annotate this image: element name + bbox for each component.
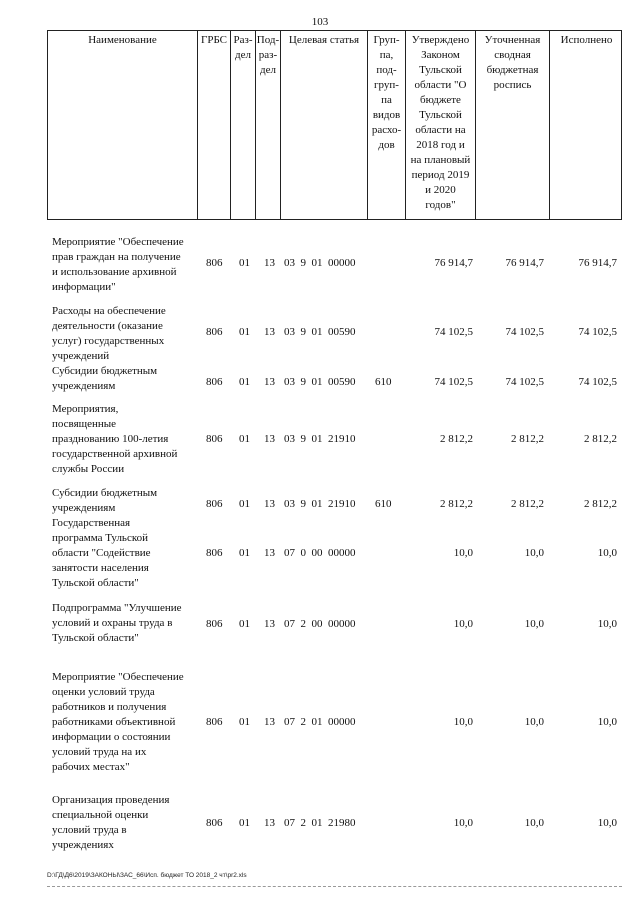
row-name: Организация проведения специальной оценки условий труда в учреждениях [52,794,170,851]
row-refined: 10,0 [524,547,544,559]
row-group: 610 [375,498,392,510]
row-name: Подпрограмма "Улучшение условий и охраны труда в Тульской области" [52,602,182,644]
row-refined: 10,0 [524,716,544,728]
row-name: Мероприятие "Обеспечение прав граждан на получение и использование архивной информации" [52,236,184,293]
row-grbs: 806 [206,817,223,829]
footer-divider [47,886,622,887]
row-name: Государственная программа Тульской области "Содействие занятости населения Тульской области" [52,517,151,589]
row-target: 07 2 01 21980 [284,817,356,829]
row-target: 03 9 01 00590 [284,376,356,388]
row-razdel: 01 [239,326,250,338]
row-approved: 10,0 [453,817,473,829]
row-target: 07 0 00 00000 [284,547,356,559]
row-approved: 2 812,2 [440,498,473,510]
row-podrazdel: 13 [264,498,275,510]
row-approved: 76 914,7 [434,257,473,269]
row-target: 07 2 01 00000 [284,716,356,728]
row-refined: 10,0 [524,817,544,829]
row-executed: 74 102,5 [578,326,617,338]
header-refined: Уточненная сводная бюджетная роспись [476,31,550,219]
row-group: 610 [375,376,392,388]
row-executed: 10,0 [597,716,617,728]
row-executed: 10,0 [597,618,617,630]
row-executed: 76 914,7 [578,257,617,269]
row-razdel: 01 [239,817,250,829]
row-refined: 74 102,5 [505,376,544,388]
row-approved: 10,0 [453,547,473,559]
table-header [47,30,622,220]
row-podrazdel: 13 [264,547,275,559]
row-grbs: 806 [206,547,223,559]
row-podrazdel: 13 [264,817,275,829]
row-grbs: 806 [206,376,223,388]
row-podrazdel: 13 [264,326,275,338]
row-razdel: 01 [239,498,250,510]
row-razdel: 01 [239,618,250,630]
row-grbs: 806 [206,326,223,338]
row-grbs: 806 [206,716,223,728]
row-executed: 2 812,2 [584,498,617,510]
row-target: 03 9 01 21910 [284,433,356,445]
row-name: Субсидии бюджетным учреждениям [52,365,158,392]
row-podrazdel: 13 [264,618,275,630]
row-razdel: 01 [239,433,250,445]
row-name: Расходы на обеспечение деятельности (оказание услуг) государственных учреждений [52,305,166,362]
row-grbs: 806 [206,618,223,630]
row-approved: 10,0 [453,618,473,630]
row-refined: 2 812,2 [511,433,544,445]
row-name: Субсидии бюджетным учреждениям [52,487,158,514]
row-razdel: 01 [239,257,250,269]
row-approved: 74 102,5 [434,326,473,338]
header-approved: Утверждено Законом Тульской области "О бюджете Тульской области на 2018 год и на плановый период 2019 и 2020 годов" [406,31,476,219]
row-name: Мероприятия, посвященные празднованию 100-летия государственной архивной службы России [52,403,178,475]
row-target: 03 9 01 00590 [284,326,356,338]
row-target: 03 9 01 00000 [284,257,356,269]
row-razdel: 01 [239,716,250,728]
row-executed: 10,0 [597,547,617,559]
row-grbs: 806 [206,257,223,269]
row-approved: 10,0 [453,716,473,728]
row-razdel: 01 [239,376,250,388]
file-path-footer: D:\ГД\Д6\2019\ЗАКОНЫ\ЗАС_66\Исп. бюджет ТО 2018_2 чт\pr2.xls [47,872,247,879]
row-podrazdel: 13 [264,716,275,728]
row-executed: 10,0 [597,817,617,829]
header-target: Целевая статья [281,31,368,219]
row-approved: 2 812,2 [440,433,473,445]
row-executed: 2 812,2 [584,433,617,445]
row-refined: 2 812,2 [511,498,544,510]
header-group: Груп- па, под- груп- па видов расхо- дов [368,31,406,219]
row-target: 03 9 01 21910 [284,498,356,510]
header-podrazdel: Под- раз- дел [256,31,281,219]
header-executed: Исполнено [560,34,613,46]
header-grbs: ГРБС [198,31,231,219]
row-executed: 74 102,5 [578,376,617,388]
row-refined: 10,0 [524,618,544,630]
row-target: 07 2 00 00000 [284,618,356,630]
row-podrazdel: 13 [264,376,275,388]
row-grbs: 806 [206,433,223,445]
row-razdel: 01 [239,547,250,559]
row-name: Мероприятие "Обеспечение оценки условий труда работников и получения работниками объективной информации о состоянии условий труда на их рабочих местах" [52,671,184,773]
header-razdel: Раз- дел [231,31,256,219]
row-refined: 74 102,5 [505,326,544,338]
row-grbs: 806 [206,498,223,510]
row-podrazdel: 13 [264,257,275,269]
row-refined: 76 914,7 [505,257,544,269]
page-number: 103 [311,16,329,28]
row-approved: 74 102,5 [434,376,473,388]
header-name: Наименование [48,31,198,219]
row-podrazdel: 13 [264,433,275,445]
